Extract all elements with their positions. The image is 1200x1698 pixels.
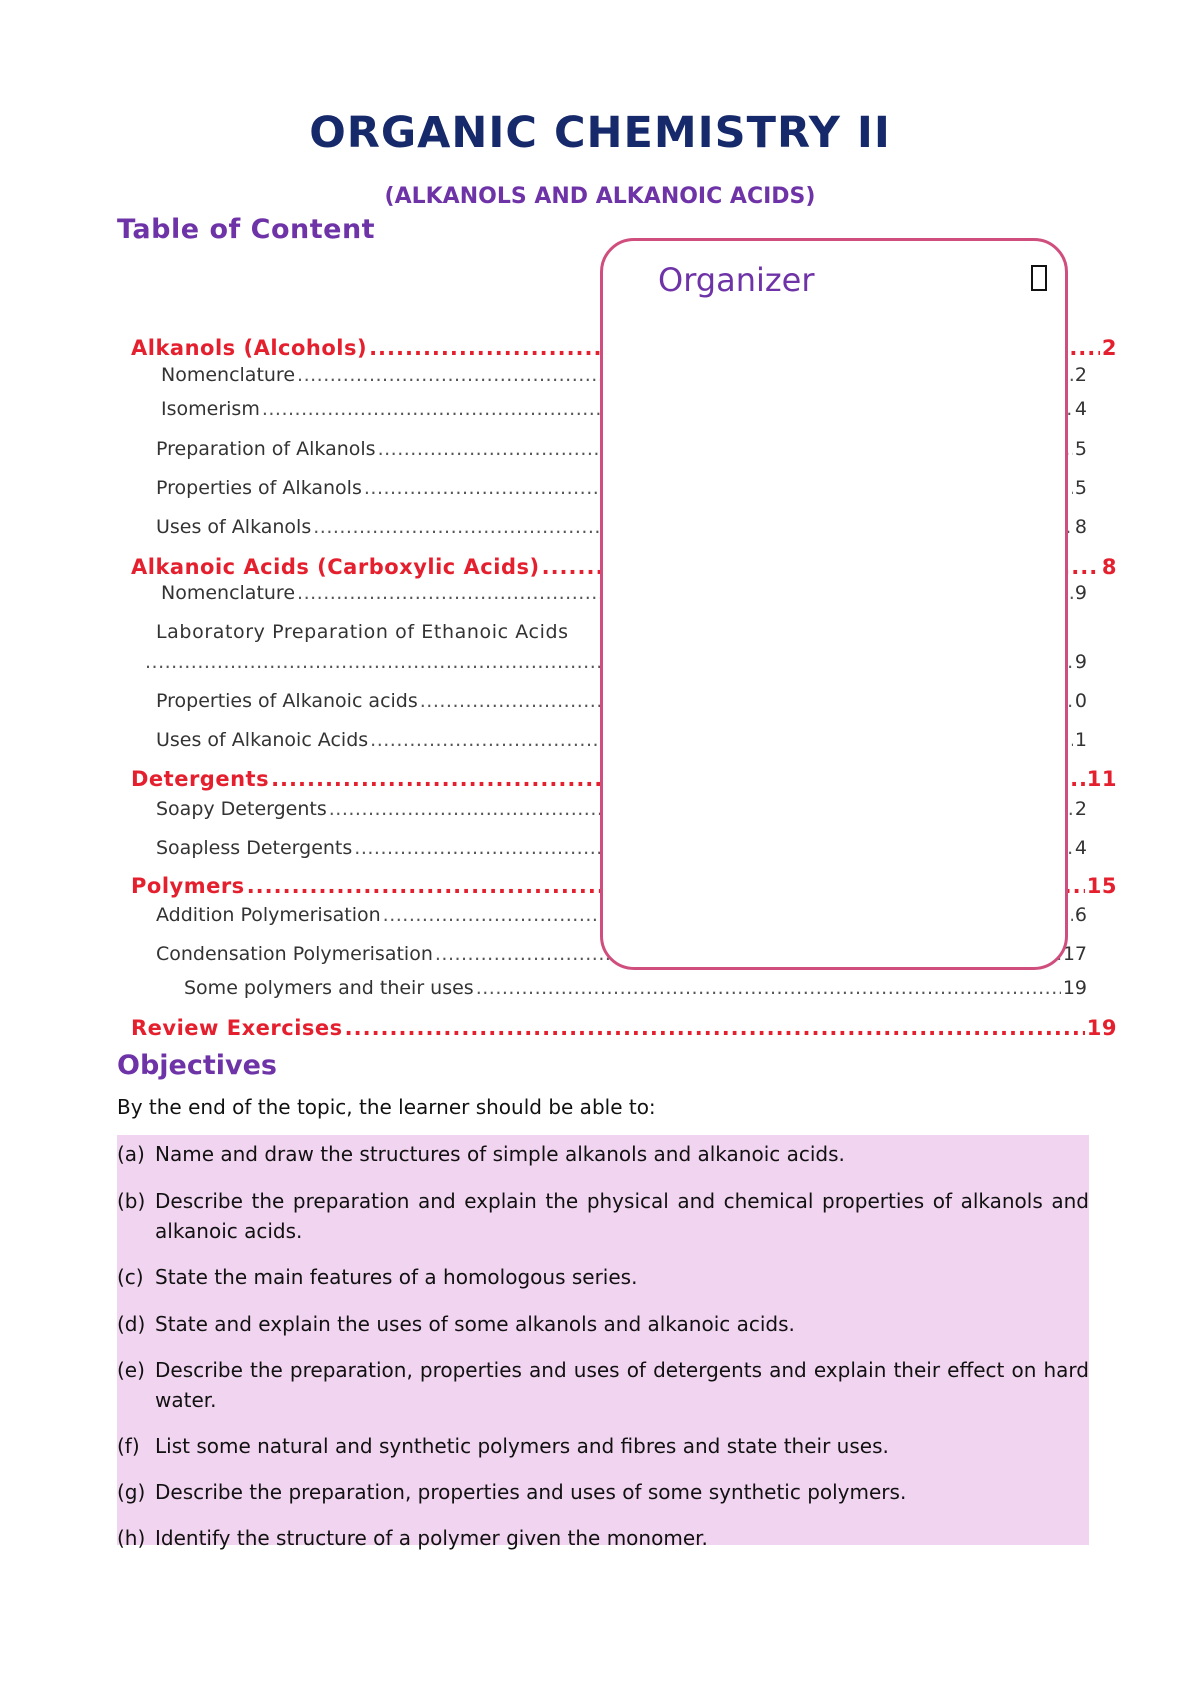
toc-label: Condensation Polymerisation xyxy=(156,943,433,965)
toc-page: 15 xyxy=(1086,874,1117,898)
toc-label: Uses of Alkanoic Acids xyxy=(156,729,369,751)
toc-label: Some polymers and their uses xyxy=(184,977,474,999)
objective-letter: (e) xyxy=(117,1358,145,1382)
objective-item xyxy=(117,1139,1089,1169)
objective-text: Name and draw the structures of simple alkanols and alkanoic acids. xyxy=(155,1142,845,1166)
objective-item xyxy=(117,1309,1089,1339)
objectives-heading: Objectives xyxy=(117,1050,277,1081)
objective-letter: (c) xyxy=(117,1265,144,1289)
toc-page: 9 xyxy=(1074,651,1087,673)
toc-label: Isomerism xyxy=(161,398,260,420)
toc-leader xyxy=(345,1016,1085,1040)
toc-label: Detergents xyxy=(131,767,270,791)
toc-label: Addition Polymerisation xyxy=(156,904,381,926)
toc-label: Alkanols (Alcohols) xyxy=(131,336,368,360)
objective-letter: (a) xyxy=(117,1142,145,1166)
objective-text: Identify the structure of a polymer given the monomer. xyxy=(155,1526,708,1550)
toc-label: Preparation of Alkanols xyxy=(156,438,376,460)
objective-text: Describe the preparation, properties and uses of some synthetic polymers. xyxy=(155,1480,907,1504)
toc-page: 19 xyxy=(1062,977,1087,999)
toc-page: 2 xyxy=(1074,798,1087,820)
toc-page: 17 xyxy=(1062,943,1087,965)
panel-icon[interactable] xyxy=(1031,265,1047,291)
objective-text: State the main features of a homologous series. xyxy=(155,1265,638,1289)
toc-leader xyxy=(476,977,1061,999)
document-subtitle: (ALKANOLS AND ALKANOIC ACIDS) xyxy=(384,184,816,209)
objective-letter: (g) xyxy=(117,1480,146,1504)
toc-page: 6 xyxy=(1074,904,1087,926)
toc-page: 4 xyxy=(1074,837,1087,859)
toc-page: 8 xyxy=(1074,516,1087,538)
objective-item xyxy=(117,1186,1089,1246)
toc-label: Review Exercises xyxy=(131,1016,343,1040)
objective-item xyxy=(117,1431,1089,1461)
objective-item xyxy=(117,1477,1089,1507)
toc-label: Nomenclature xyxy=(161,364,296,386)
document-title: ORGANIC CHEMISTRY II xyxy=(309,108,891,158)
toc-page: 5 xyxy=(1074,477,1087,499)
objective-item xyxy=(117,1355,1089,1415)
objective-text: Describe the preparation and explain the physical and chemical properties of alkanols and alkanoic acids. xyxy=(155,1189,1089,1243)
toc-heading: Table of Content xyxy=(117,214,376,245)
objective-letter: (d) xyxy=(117,1312,146,1336)
objective-text: Describe the preparation, properties and uses of detergents and explain their effect on hard water. xyxy=(155,1358,1089,1412)
toc-label: Properties of Alkanoic acids xyxy=(156,690,418,712)
toc-label: Properties of Alkanols xyxy=(156,477,362,499)
toc-page: 2 xyxy=(1074,364,1087,386)
objective-text: State and explain the uses of some alkanols and alkanoic acids. xyxy=(155,1312,795,1336)
toc-page: 1 xyxy=(1074,729,1087,751)
toc-page: 4 xyxy=(1074,398,1087,420)
toc-page: 5 xyxy=(1074,438,1087,460)
objective-item xyxy=(117,1262,1089,1292)
objective-text: List some natural and synthetic polymers and fibres and state their uses. xyxy=(155,1434,889,1458)
toc-page: 8 xyxy=(1101,555,1117,579)
organizer-title: Organizer xyxy=(658,261,815,299)
organizer-panel[interactable] xyxy=(600,238,1068,970)
objective-letter: (b) xyxy=(117,1189,146,1213)
toc-page: 0 xyxy=(1074,690,1087,712)
toc-entry-some-polymers[interactable] xyxy=(184,977,1087,999)
objectives-intro: By the end of the topic, the learner should be able to: xyxy=(117,1095,656,1119)
objective-letter: (h) xyxy=(117,1526,146,1550)
objective-item xyxy=(117,1523,1089,1553)
toc-label: Nomenclature xyxy=(161,582,296,604)
toc-page: 2 xyxy=(1101,336,1117,360)
toc-page: 9 xyxy=(1074,582,1087,604)
toc-label: Alkanoic Acids (Carboxylic Acids) xyxy=(131,555,540,579)
toc-label: Uses of Alkanols xyxy=(156,516,312,538)
toc-label: Polymers xyxy=(131,874,245,898)
toc-label: Laboratory Preparation of Ethanoic Acids xyxy=(156,621,569,643)
toc-entry-review-exercises[interactable] xyxy=(131,1016,1117,1040)
toc-label: Soapy Detergents xyxy=(156,798,327,820)
toc-page: 11 xyxy=(1086,767,1117,791)
objective-letter: (f) xyxy=(117,1434,140,1458)
toc-page: 19 xyxy=(1086,1016,1117,1040)
toc-label: Soapless Detergents xyxy=(156,837,353,859)
